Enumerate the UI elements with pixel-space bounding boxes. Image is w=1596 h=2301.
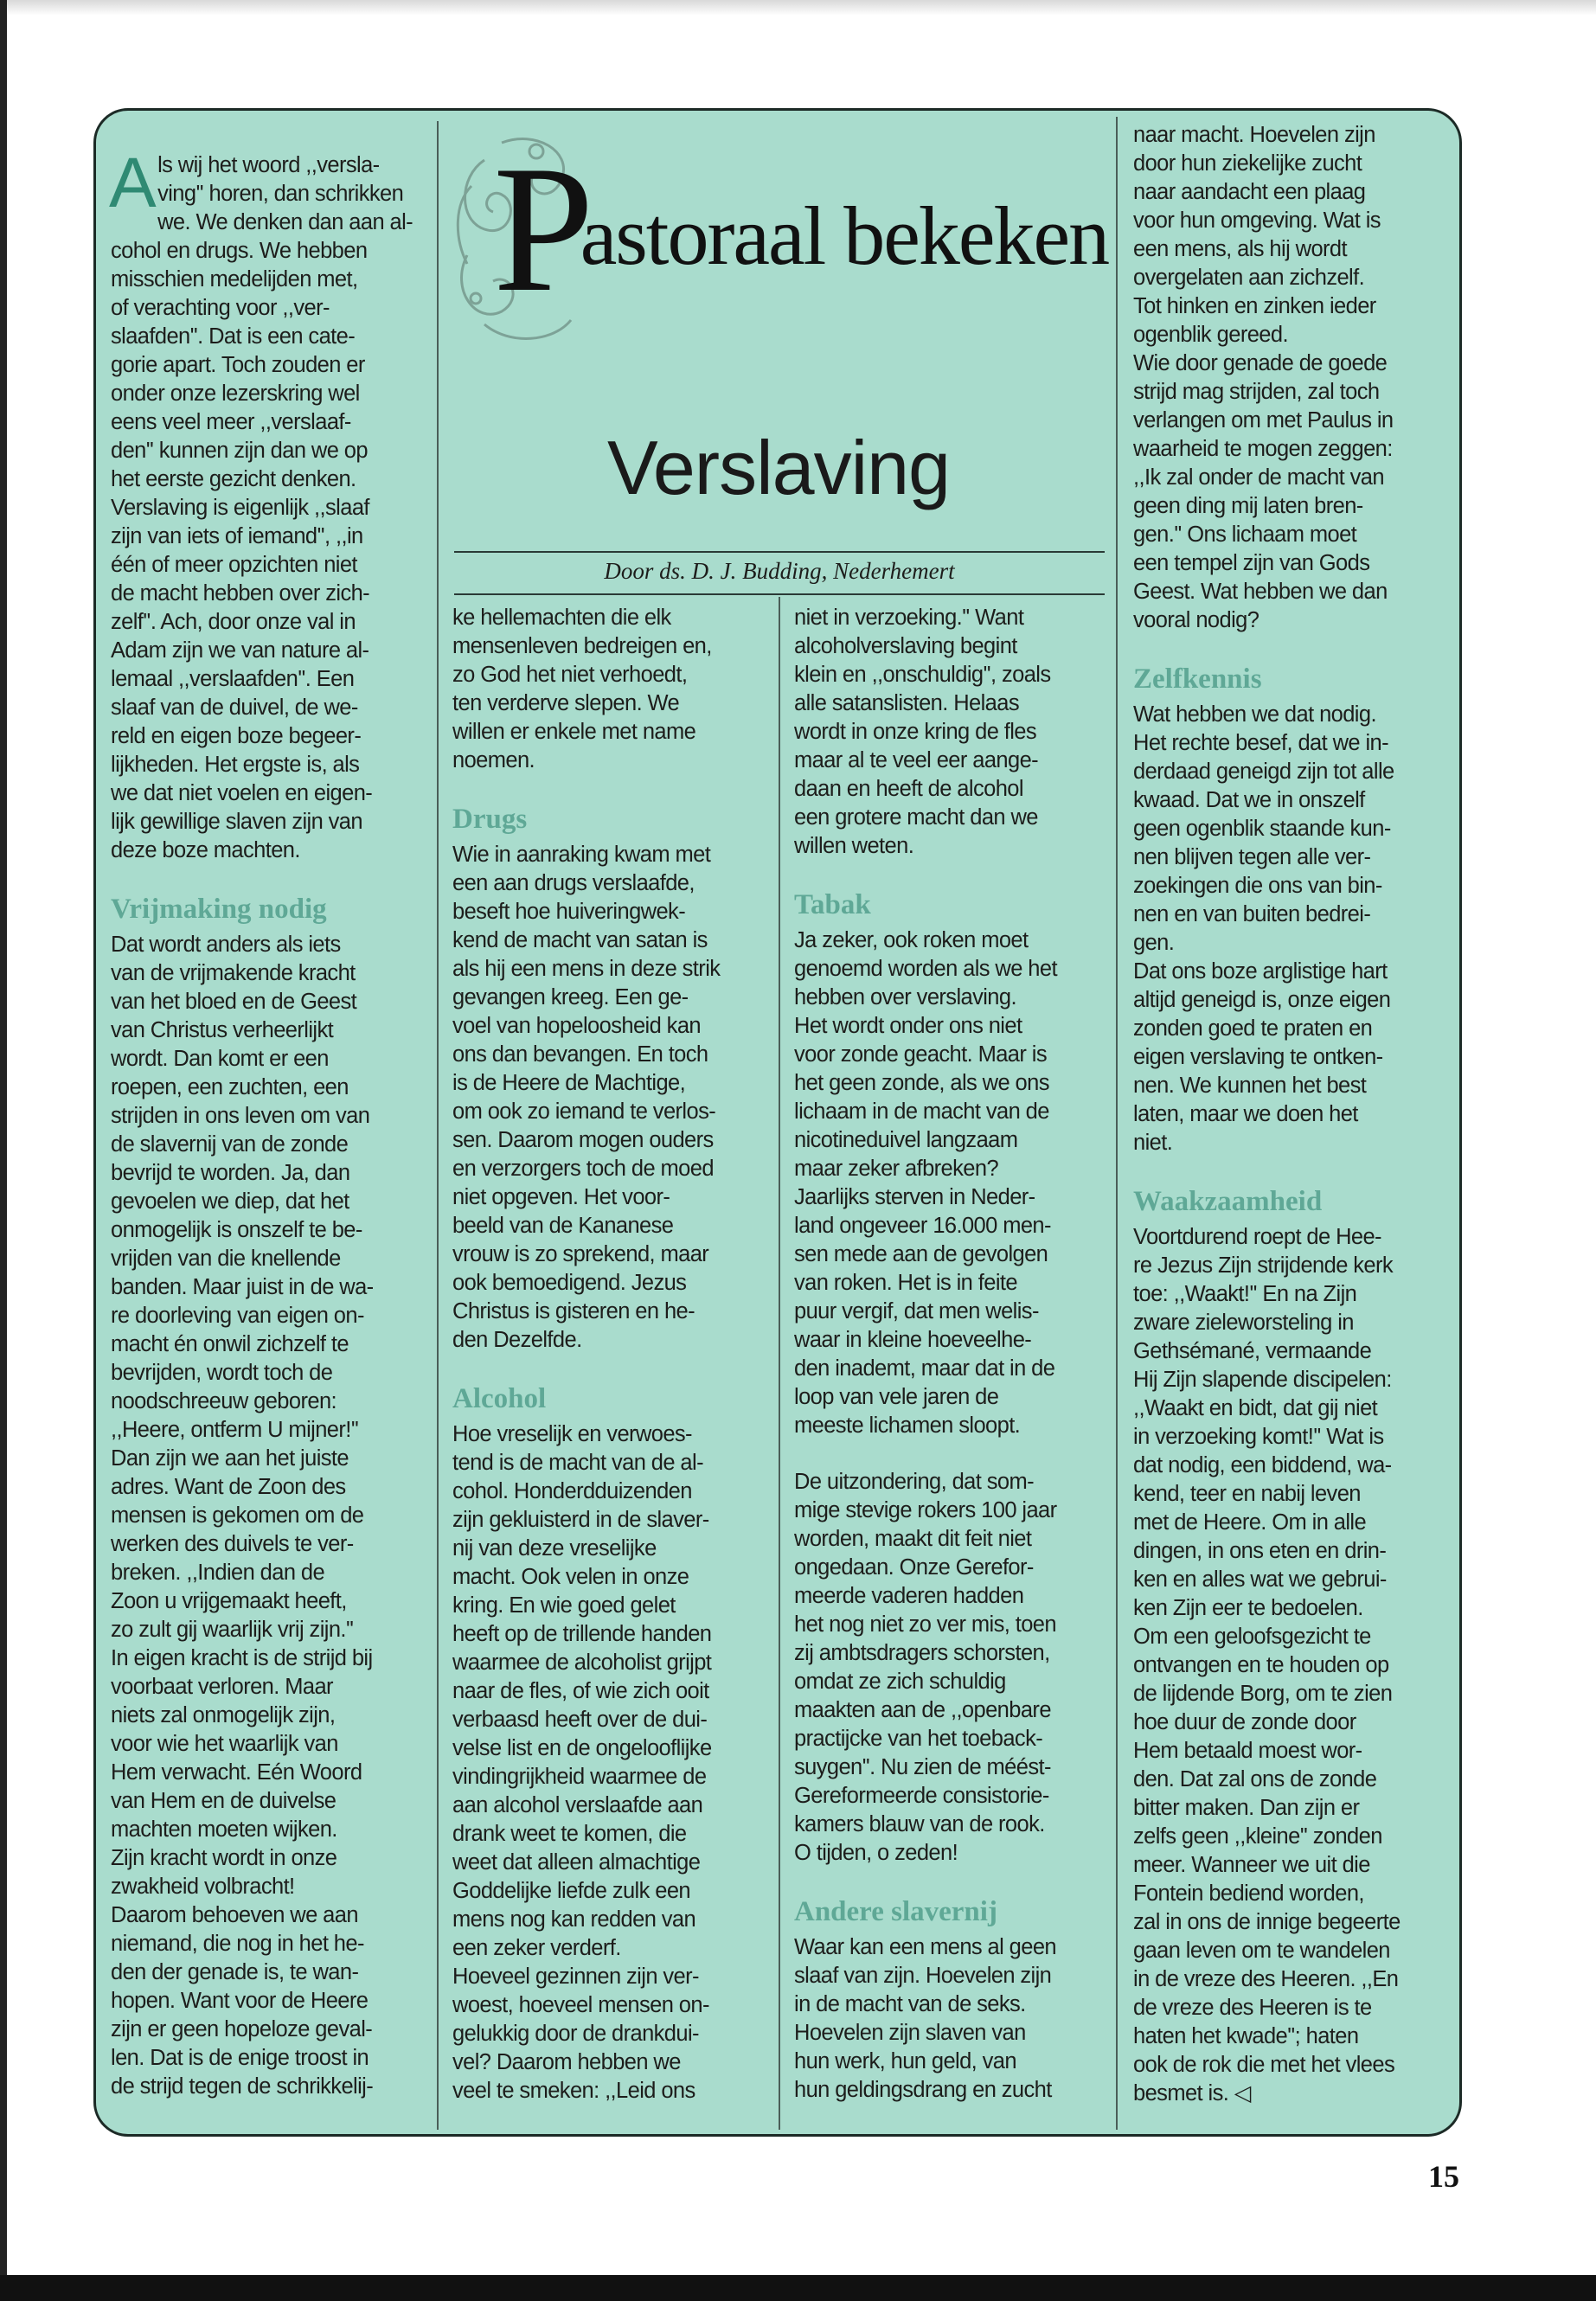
heading-andere-slavernij: Andere slavernij	[794, 1896, 997, 1927]
col3-tabak-body-2: De uitzondering, dat som- mige stevige rokers 100 jaar worden, maakt dit feit niet ongedaan. Onze Gerefor- meerde vaderen hadden het nog niet zo ver mis, toen zij ambtsdragers schorsten, omdat ze zich schuldig maakten aan de ,,openbare practijcke van het toeback- suygen''. Nu zien de méést- Gereformeerde consistorie- kamers blauw van de rook. O tijden, o zeden!	[794, 1470, 1057, 1865]
scan-top-edge	[0, 0, 1596, 16]
heading-zelfkennis: Zelfkennis	[1133, 663, 1262, 695]
column-2	[452, 604, 774, 2106]
drop-cap: A	[109, 144, 157, 222]
scan-bottom-edge	[0, 2275, 1596, 2301]
page-number: 15	[1428, 2159, 1459, 2194]
column-divider-1	[437, 121, 439, 2130]
column-1	[109, 144, 433, 2101]
title-block	[450, 117, 1107, 567]
col1-intro: ls wij het woord ,,versla- ving'' horen, dan schrikken we. We denken dan aan al- cohol en drugs. We hebben misschien medelijden met, of verachting voor ,,ver- slaafden''. Dat is een cate- gorie apart. Toch zouden er onder onze lezerskring wel eens veel meer ,,verslaaf- den'' kunnen zijn dan we op het eerste gezicht denken. Verslaving is eigenlijk ,,slaaf zijn van iets of iemand'', ,,in één of meer opzichten niet de macht hebben over zich- zelf''. Ach, door onze val in Adam zijn we van nature al- lemaal ,,verslaafden''. Een slaaf van de duivel, de we- reld en eigen boze begeer- lijkheden. Het ergste is, als we dat niet voelen en eigen- lijk gewillige slaven zijn van deze boze machten.	[111, 153, 413, 862]
title-initial: P	[493, 129, 593, 330]
scan-left-edge	[0, 0, 7, 2301]
byline: Door ds. D. J. Budding, Nederhemert	[604, 558, 955, 584]
col3-tabak-body: Ja zeker, ook roken moet genoemd worden als we het hebben over verslaving. Het wordt onder ons niet voor zonde geacht. Maar is het geen zonde, als we ons lichaam in de macht van de nicotineduivel langzaam maar zeker afbreken? Jaarlijks sterven in Neder- land ongeveer 16.000 men- sen mede aan de gevolgen van roken. Het is in feite puur vergif, dat men welis- waar in kleine hoeveelhe- den inademt, maar dat in de loop van vele jaren de meeste lichamen sloopt.	[794, 928, 1057, 1438]
title-rest: astoraal bekeken	[580, 189, 1109, 282]
col2-intro: ke hellemachten die elk mensenleven bedreigen en, zo God het niet verhoedt, ten verderve slepen. We willen er enkele met name noemen.	[452, 606, 712, 772]
column-4	[1133, 121, 1453, 2108]
col4-waakzaamheid-body: Voortdurend roept de Hee- re Jezus Zijn strijdende kerk toe: ,,Waakt!'' En na Zijn zware zieleworsteling in Gethsémané, vermaande Hij Zijn slapende discipelen: ,,Waakt en bidt, dat gij niet in verzoeking komt!'' Wat is dat nodig, een biddend, wa- kend, teer en nabij leven met de Heere. Om in alle dingen, in ons eten en drin- ken en alles wat we gebrui- ken Zijn eer te bedoelen. Om een geloofsgezicht te ontvangen en te houden op de lijdende Borg, om te zien hoe duur de zonde door Hem betaald moest wor- den. Dat zal ons de zonde bitter maken. Dan zijn er zelfs geen ,,kleine'' zonden meer. Wanneer we uit die Fontein bediend worden, zal in ons de innige begeerte gaan leven om te wandelen in de vreze des Heeren. ,,En de vreze des Heeren is te haten het kwade''; haten ook de rok die met het vlees besmet is. ◁	[1133, 1225, 1401, 2106]
title-rule	[454, 551, 1105, 553]
byline-rule	[454, 593, 1105, 595]
heading-waakzaamheid: Waakzaamheid	[1133, 1186, 1323, 1217]
heading-drugs: Drugs	[452, 804, 528, 835]
col2-alcohol-body: Hoe vreselijk en verwoes- tend is de macht van de al- cohol. Honderdduizenden zijn gekluisterd in de slaver- nij van deze vreselijke macht. Ook velen in onze kring. En wie goed gelet heeft op de trillende handen waarmee de alcoholist grijpt naar de fles, of wie zich ooit verbaasd heeft over de dui- velse list en de ongelooflijke vindingrijkheid waarmee de aan alcohol verslaafde aan drank weet te komen, die weet dat alleen almachtige Goddelijke liefde zulk een mens nog kan redden van een zeker verderf. Hoeveel gezinnen zijn ver- woest, hoeveel mensen on- gelukkig door de drankdui- vel? Daarom hebben we veel te smeken: ,,Leid ons	[452, 1422, 712, 2103]
heading-alcohol: Alcohol	[452, 1383, 547, 1414]
column-divider-2	[779, 597, 780, 2130]
col3-intro: niet in verzoeking.'' Want alcoholverslaving begint klein en ,,onschuldig'', zoals alle satanslisten. Helaas wordt in onze kring de fles maar al te veel eer aange- daan en heeft de alcohol een grotere macht dan we willen weten.	[794, 606, 1051, 858]
col3-slavernij-body: Waar kan een mens al geen slaaf van zijn. Hoevelen zijn in de macht van de seks. Hoevelen zijn slaven van hun werk, hun geld, van hun geldingsdrang en zucht	[794, 1935, 1056, 2102]
article-title	[493, 129, 1109, 330]
col2-drugs-body: Wie in aanraking kwam met een aan drugs verslaafde, beseft hoe huiveringwek- kend de macht van satan is als hij een mens in deze strik gevangen kreeg. Een ge- voel van hopeloosheid kan ons dan bevangen. En toch is de Heere de Machtige, om ook zo iemand te verlos- sen. Daarom mogen ouders en verzorgers toch de moed niet opgeven. Het voor- beeld van de Kananese vrouw is zo sprekend, maar ook bemoedigend. Jezus Christus is gisteren en he- den Dezelfde.	[452, 843, 721, 1352]
heading-tabak: Tabak	[794, 889, 871, 920]
column-3	[794, 604, 1114, 2105]
col4-intro: naar macht. Hoevelen zijn door hun ziekelijke zucht naar aandacht een plaag voor hun omgeving. Wat is een mens, als hij wordt overgelaten aan zichzelf. Tot hinken en zinken ieder ogenblik gereed. Wie door genade de goede strijd mag strijden, zal toch verlangen om met Paulus in waarheid te mogen zeggen: ,,Ik zal onder de macht van geen ding mij laten bren- gen.'' Ons lichaam moet een tempel zijn van Gods Geest. Wat hebben we dan vooral nodig?	[1133, 123, 1394, 632]
heading-vrijmaking-nodig: Vrijmaking nodig	[111, 894, 327, 925]
col4-zelfkennis-body: Wat hebben we dat nodig. Het rechte besef, dat we in- derdaad geneigd zijn tot alle kwaad. Dat we in onszelf geen ogenblik staande kun- nen blijven tegen alle ver- zoekingen die ons van bin- nen en van buiten bedrei- gen. Dat ons boze arglistige hart altijd geneigd is, onze eigen zonden goed te praten en eigen verslaving te ontken- nen. We kunnen het best laten, maar we doen het niet.	[1133, 702, 1394, 1155]
col1-body: Dat wordt anders als iets van de vrijmakende kracht van het bloed en de Geest van Christus verheerlijkt wordt. Dan komt er een roepen, een zuchten, een strijden in ons leven om van de slavernij van de zonde bevrijd te worden. Ja, dan gevoelen we diep, dat het onmogelijk is onszelf te be- vrijden van die knellende banden. Maar juist in de wa- re doorleving van eigen on- macht én onwil zichzelf te bevrijden, wordt toch de noodschreeuw geboren: ,,Heere, ontferm U mijner!'' Dan zijn we aan het juiste adres. Want de Zoon des mensen is gekomen om de werken des duivels te ver- breken. ,,Indien dan de Zoon u vrijgemaakt heeft, zo zult gij waarlijk vrij zijn.'' In eigen kracht is de strijd bij voorbaat verloren. Maar niets zal onmogelijk zijn, voor wie het waarlijk van Hem verwacht. Eén Woord van Hem en de duivelse machten moeten wijken. Zijn kracht wordt in onze zwakheid volbracht! Daarom behoeven we aan niemand, die nog in het he- den der genade is, te wan- hopen. Want voor de Heere zijn er geen hopeloze geval- len. Dat is de enige troost in de strijd tegen de schrikkelij-	[111, 933, 374, 2099]
column-divider-3	[1116, 117, 1118, 2130]
article-subtitle: Verslaving	[606, 425, 950, 510]
